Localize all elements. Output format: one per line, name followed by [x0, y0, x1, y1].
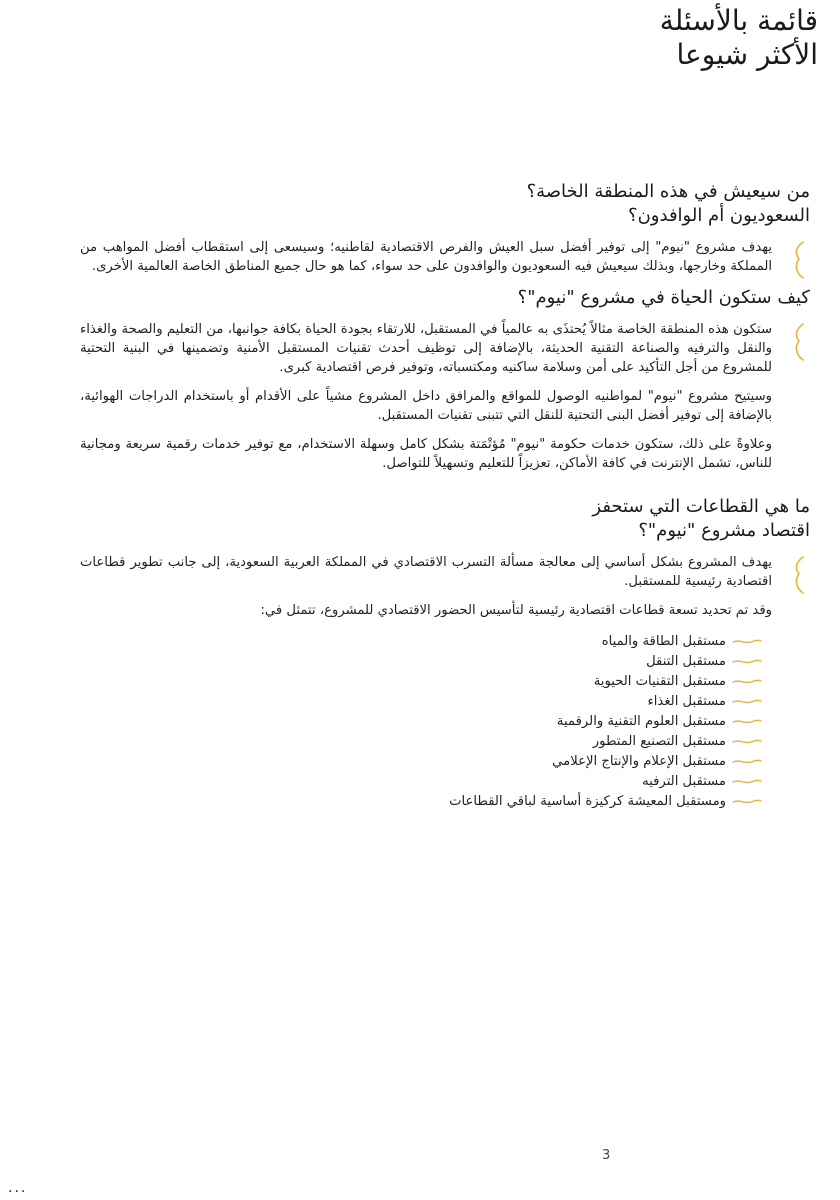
- question-title: [80, 495, 810, 543]
- faq-section-1: [80, 180, 810, 276]
- wave-bullet-icon: [732, 797, 762, 807]
- question-title-line2: السعوديون أم الوافدون؟: [628, 205, 810, 226]
- question-title-line1: من سيعيش في هذه المنطقة الخاصة؟: [526, 181, 810, 202]
- answer-paragraph: يهدف مشروع "نيوم" إلى توفير أفضل سبل العيش والفرص الاقتصادية لقاطنيه؛ وسيسعى إلى استقطاب أفضل المواهب من المملكة وخارجها، وبذلك سيعيش فيه السعوديون والوافدون على حد سواء، كما هو حال جميع المناطق الخاصة العالمية الأخرى.: [80, 240, 772, 274]
- answer-paragraph: يهدف المشروع بشكل أساسي إلى معالجة مسألة التسرب الاقتصادي في المملكة العربية السعودية، إلى جانب تطوير قطاعات اقتصادية رئيسية للمستقبل.: [80, 555, 772, 589]
- wave-bullet-icon: [732, 637, 762, 647]
- sector-label: مستقبل العلوم التقنية والرقمية: [556, 714, 726, 729]
- question-title: [80, 180, 810, 228]
- faq-content: [80, 180, 810, 822]
- sector-list-item: [80, 772, 762, 792]
- sector-label: مستقبل التقنيات الحيوية: [593, 674, 726, 689]
- page-title-line1: قائمة بالأسئلة: [659, 4, 818, 37]
- question-title-line1: كيف ستكون الحياة في مشروع "نيوم"؟: [517, 287, 810, 308]
- faq-section-2: [80, 286, 810, 473]
- faq-section-3: [80, 495, 810, 812]
- wave-bullet-icon: [732, 657, 762, 667]
- more-dots: ...: [8, 1180, 28, 1196]
- page-number: 3: [602, 1148, 611, 1163]
- page-title: [660, 4, 818, 72]
- wave-bullet-icon: [732, 697, 762, 707]
- wave-bullet-icon: [732, 717, 762, 727]
- sector-label: مستقبل الإعلام والإنتاج الإعلامي: [552, 754, 726, 769]
- bracket-icon: [790, 322, 810, 362]
- wave-bullet-icon: [732, 757, 762, 767]
- answer-block: [80, 238, 810, 276]
- bracket-icon: [790, 240, 810, 280]
- question-title-line2: اقتصاد مشروع "نيوم"؟: [638, 520, 810, 541]
- answer-paragraph: وسيتيح مشروع "نيوم" لمواطنيه الوصول للمواقع والمرافق داخل المشروع مشياً على الأقدام أو باستخدام الدراجات الهوائية، بالإضافة إلى توفير أفضل البنى التحتية للنقل التي تتبنى تقنيات المستقبل.: [80, 389, 772, 423]
- sector-list-item: [80, 792, 762, 812]
- sector-label: ومستقبل المعيشة كركيزة أساسية لباقي القطاعات: [449, 794, 726, 809]
- sector-label: مستقبل التنقل: [646, 654, 726, 669]
- sector-list-item: [80, 712, 762, 732]
- sector-label: مستقبل التصنيع المتطور: [592, 734, 726, 749]
- wave-bullet-icon: [732, 677, 762, 687]
- answer-paragraph: وقد تم تحديد تسعة قطاعات اقتصادية رئيسية لتأسيس الحضور الاقتصادي للمشروع، تتمثل في:: [260, 603, 772, 618]
- question-title-line1: ما هي القطاعات التي ستحفز: [592, 496, 810, 517]
- sector-list-item: [80, 652, 762, 672]
- answer-paragraph: وعلاوةً على ذلك، ستكون خدمات حكومة "نيوم" مُؤتْمَتة بشكل كامل وسهلة الاستخدام، مع توفير خدمات رقمية سريعة ومجانية للناس، تشمل الإنترنت في كافة الأماكن، تعزيزاً للتعليم وتسهيلاً للتواصل.: [80, 437, 772, 471]
- sector-list-item: [80, 752, 762, 772]
- answer-paragraph: ستكون هذه المنطقة الخاصة مثالاً يُحتذَى به عالمياً في المستقبل، للارتقاء بجودة الحياة بكافة جوانبها، من التعليم والصحة والغذاء والنقل والترفيه والصناعة التقنية الحديثة، بالإضافة إلى توظيف أحدث تقنيات المستقبل الأمنية وتضمينها في البنية التحتية للمشروع من أجل التأكيد على أمن وسلامة ساكنيه ومكتسباته، وتوفير فرص اقتصادية كبرى.: [80, 322, 772, 375]
- sector-list-item: [80, 692, 762, 712]
- wave-bullet-icon: [732, 737, 762, 747]
- sector-list-item: [80, 732, 762, 752]
- sector-label: مستقبل الغذاء: [647, 694, 726, 709]
- answer-block: [80, 320, 810, 473]
- sector-label: مستقبل الترفيه: [642, 774, 726, 789]
- sector-label: مستقبل الطاقة والمياه: [601, 634, 726, 649]
- sectors-list: [80, 632, 772, 812]
- sector-list-item: [80, 632, 762, 652]
- bracket-icon: [790, 555, 810, 595]
- page-title-line2: الأكثر شيوعا: [676, 38, 818, 71]
- answer-block: [80, 553, 810, 812]
- sector-list-item: [80, 672, 762, 692]
- question-title: [80, 286, 810, 310]
- wave-bullet-icon: [732, 777, 762, 787]
